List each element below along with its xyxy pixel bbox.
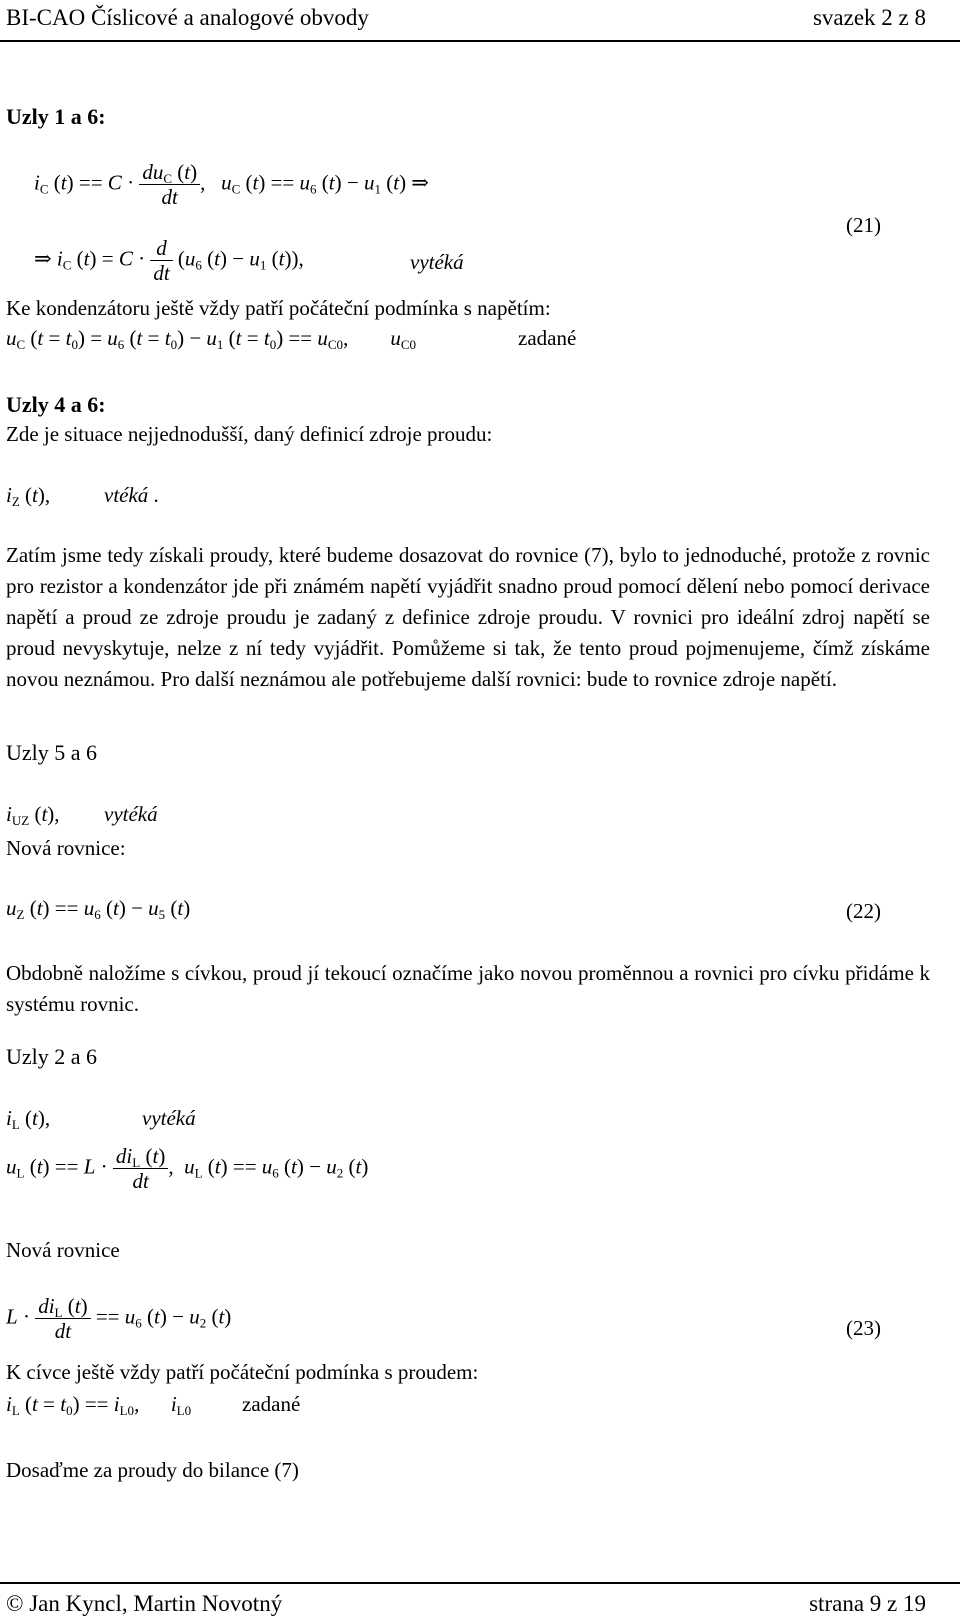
closing-sentence: Dosaďme za proudy do bilance (7)	[6, 1458, 299, 1482]
current-source-note: Zde je situace nejjednodušší, daný definicí zdroje proudu:	[6, 422, 493, 446]
label-zadane-uc0: zadané	[518, 326, 577, 350]
equation-number-23: (23)	[846, 1316, 881, 1340]
equation-21b: ⇒ $i_C$ (t) = C · $\frac{d}{dt}$ ($u_6$ $(t) - u_1$ (t)),	[34, 236, 336, 286]
label-vteka: vtéká .	[104, 483, 159, 507]
equation-21a: $i_C$ (t) == C · $\frac{du_C (t)}{dt}$ , $u_C$ $(t) == u_6$ $(t) - u_1$ (t) ⇒	[34, 160, 429, 210]
paragraph-explanation: Zatím jsme tedy získali proudy, které budeme dosazovat do rovnice (7), bylo to jednoduché, protože z rovnic pro rezistor a kondenzátor jde při známém napětí vyjádřit snadno proud pomocí dělení nebo pomocí derivace napětí a proud ze zdroje proudu je zadaný z definice zdroje proudu. V rovnici pro ideální zdroj napětí se proud nevyskytuje, nelze z ní tedy vyjádřit. Pomůžeme si tak, že tento proud pojmenujeme, čímž získáme novou neznámou. Pro další neznámou ale potřebujeme další rovnici: bude to rovnice zdroje napětí.	[6, 543, 930, 691]
equation-il: $i_L$ (t),	[6, 1106, 51, 1132]
equation-initial-voltage: $u_C$ $(t = t_0) = u_6$ $(t = t_0) - u_1$ $(t = t_0) == u_{C0}$, $u_{C0}$	[6, 326, 416, 352]
heading-nodes-2-6: Uzly 2 a 6	[6, 1044, 98, 1069]
label-new-equation: Nová rovnice:	[6, 836, 126, 860]
header-title: BI-CAO Číslicové a analogové obvody	[6, 5, 369, 30]
heading-nodes-5-6: Uzly 5 a 6	[6, 740, 98, 765]
label-vyteka-uz: vytéká	[104, 802, 158, 826]
footer-rule	[0, 1582, 960, 1584]
footer-authors: © Jan Kyncl, Martin Novotný	[6, 1591, 283, 1616]
equation-ul: $u_L$ (t) == L · $\frac{di_L (t)}{dt}$ , $u_L$ $(t) == u_6$ $(t) - u_2$ (t)	[6, 1144, 369, 1194]
equation-iuz: $i_{UZ}$ (t),	[6, 802, 60, 828]
header-volume: svazek 2 z 8	[812, 5, 926, 30]
equation-23: L · $\frac{di_L (t)}{dt}$ == $u_6$ $(t) - u_2$ (t)	[6, 1294, 232, 1344]
header-rule	[0, 40, 960, 42]
equation-iz: $i_Z$ (t),	[6, 483, 51, 509]
heading-nodes-1-6: Uzly 1 a 6:	[6, 104, 106, 129]
label-vyteka-21: vytéká	[410, 250, 464, 274]
equation-22: $u_Z$ $(t) == u_6$ $(t) - u_5$ (t)	[6, 896, 191, 922]
capacitor-initial-note: Ke kondenzátoru ještě vždy patří počáteční podmínka s napětím:	[6, 296, 551, 320]
equation-number-21: (21)	[846, 213, 881, 237]
heading-nodes-4-6: Uzly 4 a 6:	[6, 392, 106, 417]
label-vyteka-il: vytéká	[142, 1106, 196, 1130]
label-new-equation-2: Nová rovnice	[6, 1238, 120, 1262]
footer-page-number: strana 9 z 19	[809, 1591, 926, 1616]
equation-initial-current: $i_L$ $(t = t_0) == i_{L0}$, $i_{L0}$	[6, 1392, 192, 1418]
paragraph-inductor: Obdobně naložíme s cívkou, proud jí tekoucí označíme jako novou proměnnou a rovnici pro cívku přidáme k systému rovnic.	[6, 961, 930, 1016]
inductor-initial-note: K cívce ještě vždy patří počáteční podmínka s proudem:	[6, 1360, 479, 1384]
label-zadane-il0: zadané	[242, 1392, 301, 1416]
equation-number-22: (22)	[846, 899, 881, 923]
